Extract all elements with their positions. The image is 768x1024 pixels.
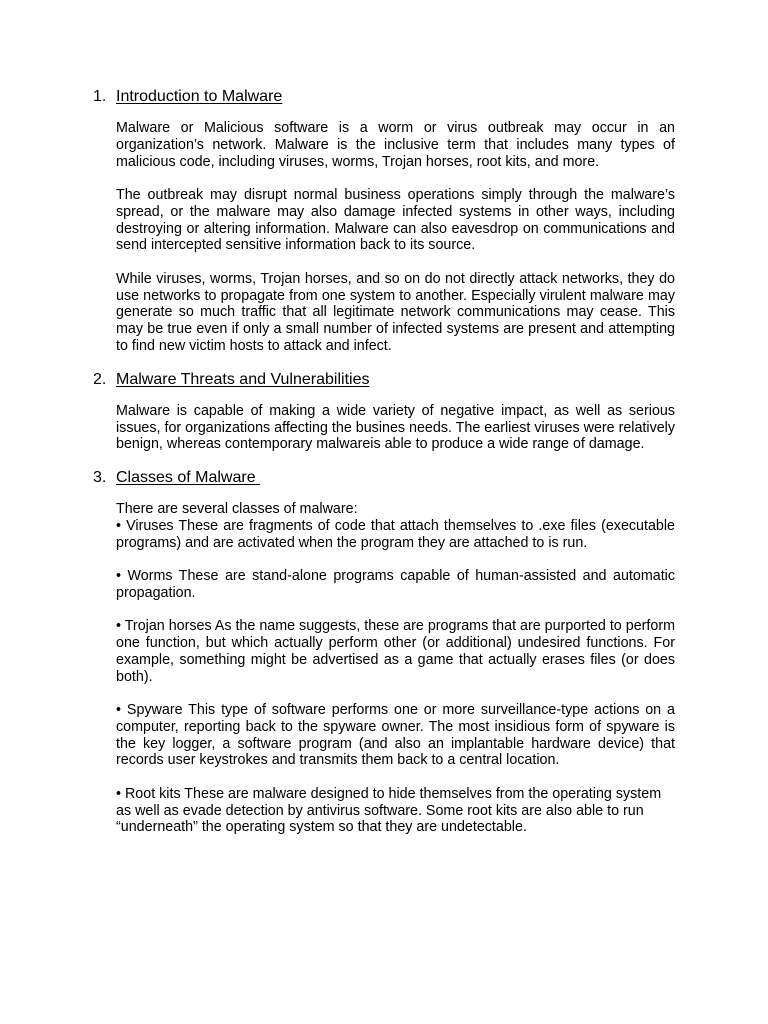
section-title: Classes of Malware (116, 469, 261, 487)
section-body (116, 120, 675, 355)
list-item-viruses: • Viruses These are fragments of code that attach themselves to .exe files (executable programs) and are activated when the program they are attached to is run. (116, 517, 675, 551)
section-body (116, 403, 675, 453)
list-item-spyware: • Spyware This type of software performs one or more surveillance-type actions on a computer, reporting back to the spyware owner. The most insidious form of spyware is the key logger, a software program (and also an implantable hardware device) that records user keystrokes and transmits them back to a central location. (116, 702, 675, 769)
section-heading (93, 369, 675, 391)
document-content (93, 86, 675, 853)
section-heading (93, 467, 675, 489)
list-item-worms: • Worms These are stand-alone programs capable of human-assisted and automatic propagation. (116, 568, 675, 601)
section-introduction (93, 86, 675, 355)
section-title: Introduction to Malware (116, 88, 283, 105)
section-classes (93, 467, 675, 836)
list-item-root-kits: • Root kits These are malware designed to hide themselves from the operating system as well as evade detection by antivirus software. Some root kits are also able to run “underneath” the operating system so that they are undetectable. (116, 785, 662, 836)
section-body (116, 501, 675, 836)
intro-line: There are several classes of malware: (116, 501, 358, 518)
paragraph: Malware or Malicious software is a worm or virus outbreak may occur in an organization’s network. Malware is the inclusive term that includes many types of malicious code, including viruses, worms, Trojan horses, root kits, and more. (116, 120, 675, 170)
paragraph: While viruses, worms, Trojan horses, and so on do not directly attack networks, they do use networks to propagate from one system to another. Especially virulent malware may generate so much traffic that all legitimate network communications may cease. This may be true even if only a small number of infected systems are present and attempting to find new victim hosts to attack and infect. (116, 270, 675, 354)
section-heading (93, 86, 675, 108)
section-title: Malware Threats and Vulnerabilities (116, 370, 370, 388)
section-number: 2. (93, 370, 107, 388)
section-threats (93, 369, 675, 453)
section-number: 1. (93, 88, 107, 105)
paragraph: The outbreak may disrupt normal business operations simply through the malware’s spread, or the malware may also damage infected systems in other ways, including destroying or altering information. Malware can also eavesdrop on communications and send intercepted sensitive information back to its source. (116, 186, 675, 254)
paragraph: Malware is capable of making a wide variety of negative impact, as well as serious issues, for organizations affecting the busines needs. The earliest viruses were relatively benign, whereas contemporary malwareis able to produce a wide range of damage. (116, 402, 675, 453)
section-number: 3. (93, 469, 107, 487)
list-item-trojan-horses: • Trojan horses As the name suggests, these are programs that are purported to perform one function, but which actually perform other (or additional) undesired functions. For example, something might be advertised as a game that actually erases files (or does both). (116, 618, 675, 685)
